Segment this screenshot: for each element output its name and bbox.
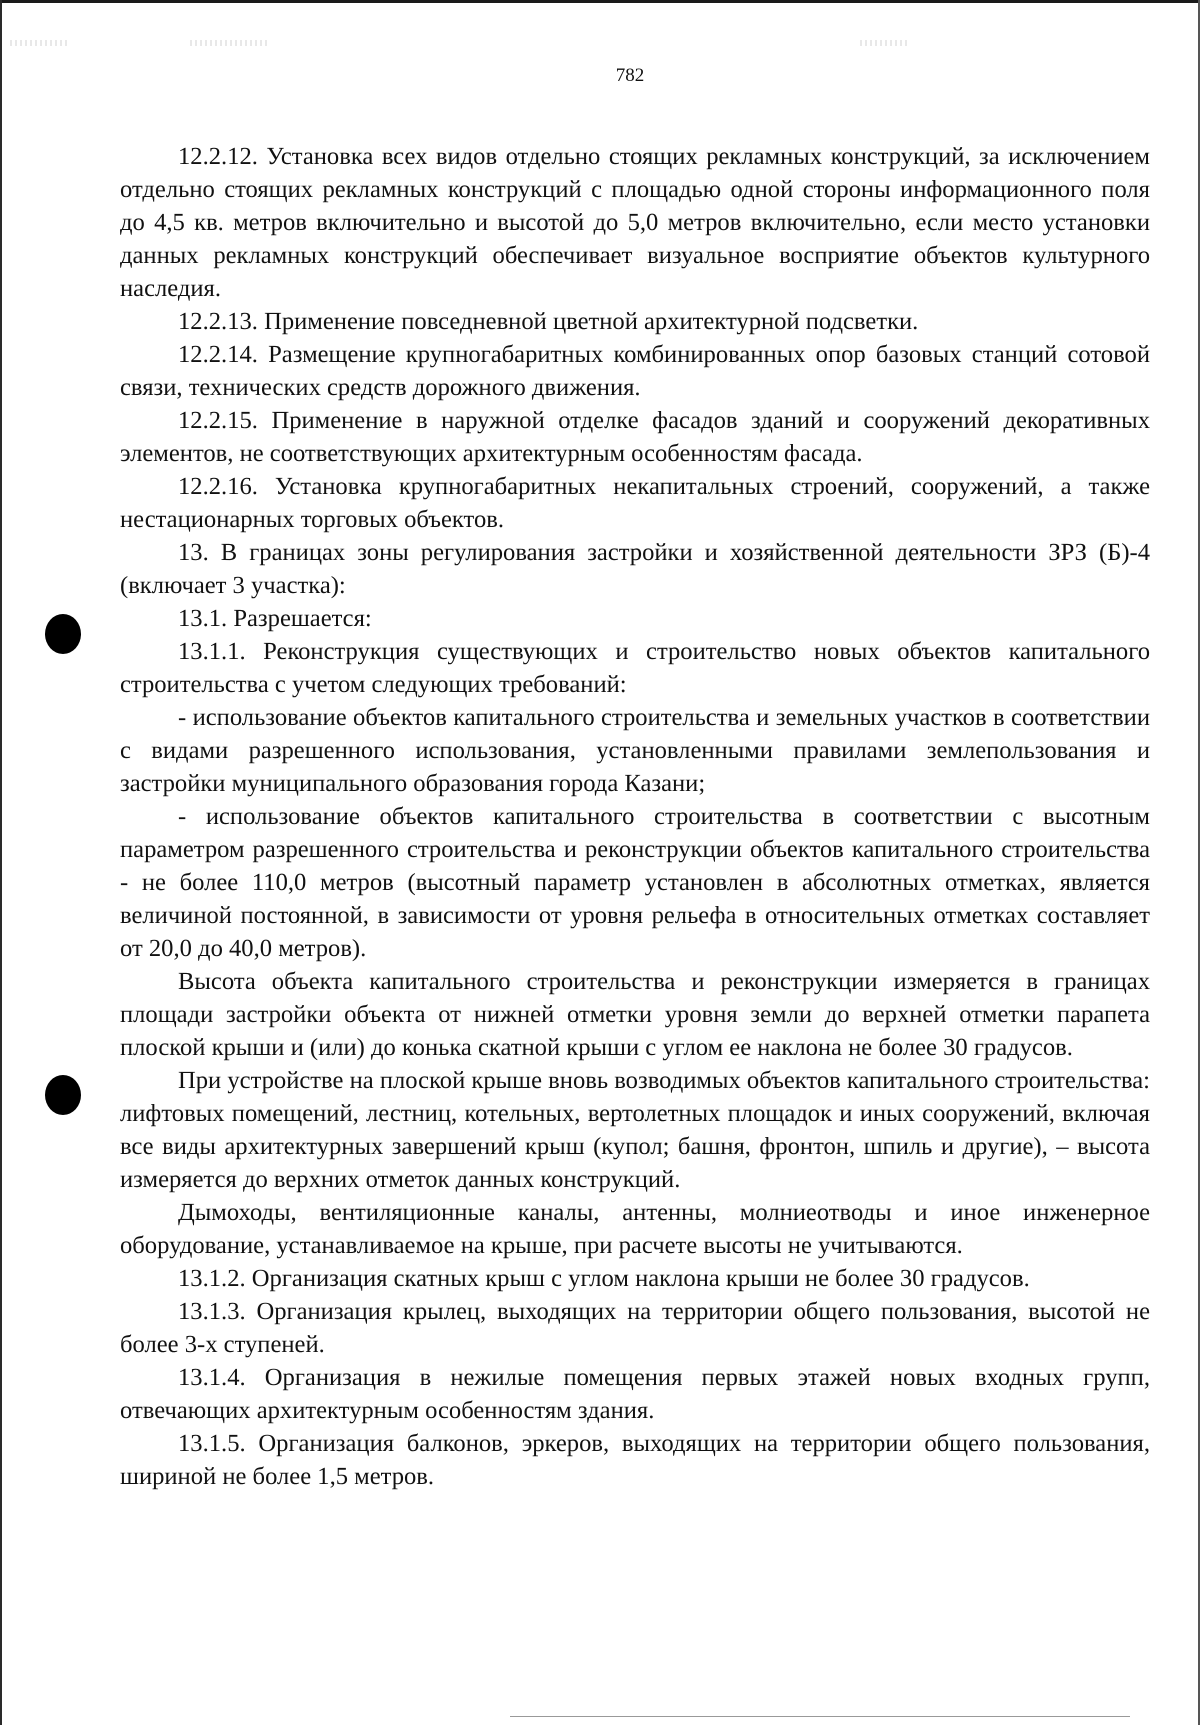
punch-hole	[45, 1075, 81, 1115]
paragraph: Высота объекта капитального строительства и реконструкции измеряется в границах площади застройки объекта от нижней отметки уровня земли до верхней отметки парапета плоской крыши и (или) до конька скатной крыши с углом ее наклона не более 30 градусов.	[120, 968, 1150, 1061]
scan-noise	[860, 40, 910, 46]
paragraph: 12.2.12. Установка всех видов отдельно стоящих рекламных конструкций, за исключением отдельно стоящих рекламных конструкций с площадью одной стороны информационного поля до 4,5 кв. метров включительно и высотой до 5,0 метров включительно, если место установки данных рекламных конструкций обеспечивает визуальное восприятие объектов культурного наследия.	[120, 143, 1150, 302]
scan-noise	[190, 40, 270, 46]
paragraph: 12.2.15. Применение в наружной отделке фасадов зданий и сооружений декоративных элементов, не соответствующих архитектурным особенностям фасада.	[120, 407, 1150, 467]
page-number: 782	[615, 65, 645, 86]
scan-border-top	[0, 0, 1200, 3]
paragraph: 12.2.13. Применение повседневной цветной архитектурной подсветки.	[178, 308, 919, 335]
scan-artifact-line	[510, 1716, 1130, 1717]
scan-border-left	[0, 0, 2, 1725]
paragraph: 13.1.2. Организация скатных крыш с углом наклона крыши не более 30 градусов.	[178, 1265, 1030, 1292]
section-heading: 13. В границах зоны регулирования застройки и хозяйственной деятельности ЗРЗ (Б)-4 (включает 3 участка):	[120, 539, 1150, 599]
paragraph: 13.1.1. Реконструкция существующих и строительство новых объектов капитального строительства с учетом следующих требований:	[120, 638, 1150, 698]
subsection-heading: 13.1. Разрешается:	[178, 605, 372, 632]
paragraph: 12.2.16. Установка крупногабаритных некапитальных строений, сооружений, а также нестационарных торговых объектов.	[120, 473, 1150, 533]
punch-hole	[45, 614, 81, 654]
scan-noise	[10, 40, 70, 46]
paragraph: 13.1.4. Организация в нежилые помещения первых этажей новых входных групп, отвечающих архитектурным особенностям здания.	[120, 1364, 1150, 1424]
paragraph: При устройстве на плоской крыше вновь возводимых объектов капитального строительства: лифтовых помещений, лестниц, котельных, вертолетных площадок и иных сооружений, включая все виды архитектурных завершений крыш (купол; башня, фронтон, шпиль и другие), – высота измеряется до верхних отметок данных конструкций.	[120, 1067, 1150, 1193]
paragraph: 13.1.5. Организация балконов, эркеров, выходящих на территории общего пользования, шириной не более 1,5 метров.	[120, 1430, 1150, 1490]
paragraph: 12.2.14. Размещение крупногабаритных комбинированных опор базовых станций сотовой связи, технических средств дорожного движения.	[120, 341, 1150, 401]
document-body	[120, 140, 1150, 1493]
list-item: - использование объектов капитального строительства в соответствии с высотным параметром разрешенного строительства и реконструкции объектов капитального строительства - не более 110,0 метров (высотный параметр установлен в абсолютных отметках, является величиной постоянной, в зависимости от уровня рельефа в относительных отметках составляет от 20,0 до 40,0 метров).	[120, 803, 1150, 962]
paragraph: 13.1.3. Организация крылец, выходящих на территории общего пользования, высотой не более 3-х ступеней.	[120, 1298, 1150, 1358]
paragraph: Дымоходы, вентиляционные каналы, антенны, молниеотводы и иное инженерное оборудование, устанавливаемое на крыше, при расчете высоты не учитываются.	[120, 1199, 1150, 1259]
list-item: - использование объектов капитального строительства и земельных участков в соответствии с видами разрешенного использования, установленными правилами землепользования и застройки муниципального образования города Казани;	[120, 704, 1150, 797]
